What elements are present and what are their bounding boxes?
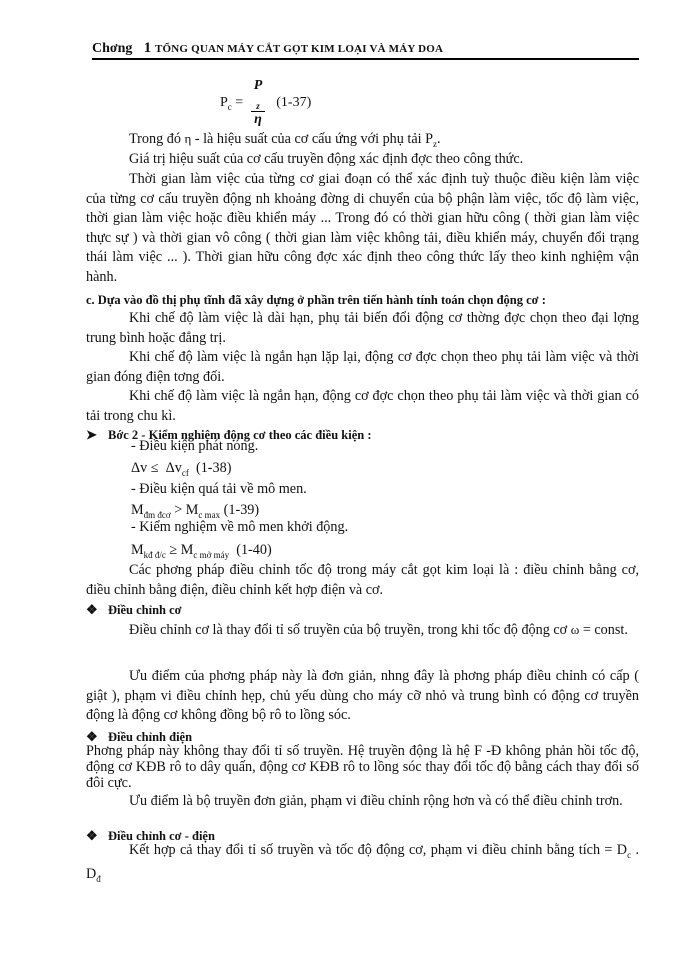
paragraph-mechanical-pros: Ưu điểm của phơng pháp này là đơn giản, nhng đây là phơng pháp điều chỉnh có cấp ( giật ), phạm vi điều chỉnh hẹp, chủ yếu dùng cho máy cỡ nhỏ và trung bình có động cơ truyền động là động cơ không đồng bộ rô to lồng sóc. (86, 668, 639, 723)
fraction: P $_z$ η (251, 78, 266, 128)
formula-1-37: $P_c$ = P $_z$ η (1-37) (220, 78, 312, 127)
paragraph-long-duty: Khi chế độ làm việc là dài hạn, phụ tải biến đổi động cơ thờng đợc chọn theo đại lợng trung bình hoặc đẳng trị. (86, 310, 639, 346)
paragraph-electromechanical: Kết hợp cả thay đổi tỉ số truyền và tốc độ động cơ, phạm vi điều chỉnh bằng tích = $D_c$ . $D_đ$ (86, 842, 639, 885)
chapter-header (92, 40, 652, 57)
equation-1-40: $M_{kđ đ/c} \ge M_{c mở máy}$ (1-40) (131, 542, 272, 560)
arrow-bullet-icon: ➤ (86, 427, 97, 442)
heading-c: c. Dựa vào đồ thị phụ tĩnh đã xây dựng ở phần trên tiến hành tính toán chọn động cơ : (86, 293, 546, 307)
header-rule (92, 58, 639, 60)
section-mechanical: ❖ Điều chỉnh cơ (86, 600, 639, 621)
step-2-heading: ➤ Bớc 2 - Kiểm nghiệm động cơ theo các điều kiện : (86, 425, 639, 446)
paragraph-efficiency-value: Giá trị hiệu suất của cơ cấu truyền động xác định đợc theo công thức. (129, 151, 524, 167)
diamond-bullet-icon: ❖ (86, 729, 98, 744)
condition-heating: - Điều kiện phát nóng. (131, 438, 259, 454)
equation-1-39: $M_{đm đcơ} > M_{c max}$ (1-39) (131, 502, 260, 520)
paragraph-intermittent-duty: Khi chế độ làm việc là ngắn hạn lặp lại, động cơ đợc chọn theo phụ tải làm việc và thời gian đóng điện tơng đối. (86, 349, 639, 385)
equation-1-38: $\Delta v \le \Delta v_{cf}$ (1-38) (131, 460, 232, 478)
diamond-bullet-icon: ❖ (86, 828, 98, 843)
chapter-word: Chơng (92, 41, 133, 56)
section-electrical: ❖ Điều chỉnh điện (86, 727, 639, 748)
diamond-bullet-icon: ❖ (86, 602, 98, 617)
equation-label: (1-37) (276, 95, 312, 111)
chapter-number: 1 (143, 40, 152, 56)
paragraph-electrical: Phơng pháp này không thay đổi tỉ số truyền. Hệ truyền động là hệ F -Đ không phản hồi tốc độ, động cơ KĐB rô to dây quấn, động cơ KĐB rô to lồng sóc thay đổi tốc độ bằng cách thay đổi số đôi cực. (86, 743, 639, 791)
paragraph-efficiency: Trong đó η - là hiệu suất của cơ cấu ứng với phụ tải $P_z$. (129, 131, 441, 149)
paragraph-electrical-pros: Ưu điểm là bộ truyền đơn giản, phạm vi điều chỉnh rộng hơn và có thể điều chỉnh trơn. (129, 793, 623, 809)
paragraph-mechanical: Điều chỉnh cơ là thay đổi tỉ số truyền của bộ truyền, trong khi tốc độ động cơ ω = const. (129, 622, 628, 638)
chapter-title: TỔNG QUAN MÁY CẮT GỌT KIM LOẠI VÀ MÁY DOA (154, 43, 444, 55)
section-electromechanical: ❖ Điều chỉnh cơ - điện (86, 826, 639, 847)
condition-starting-torque: - Kiểm nghiệm về mô men khởi động. (131, 519, 349, 535)
condition-overload: - Điều kiện quá tải về mô men. (131, 481, 307, 497)
paragraph-working-time: Thời gian làm việc của từng cơ giai đoạn có thể xác định tuỳ thuộc điều kiện làm việc của từng cơ cấu truyền động nh khoảng đờng di chuyển của bộ phận làm việc, tốc độ làm việc, thời gian làm việc hoặc điều khiển máy ... Trong đó có thời gian hữu công ( thời gian làm việc thực sự ) và thời gian vô công ( thời gian làm việc không tải, điều khiển máy, chuyển đổi trạng thái làm việc ... ). Thời gian hữu công đợc xác định theo công thức lấy theo kinh nghiệm vận hành. (86, 171, 639, 285)
paragraph-short-duty: Khi chế độ làm việc là ngắn hạn, động cơ đợc chọn theo phụ tải làm việc và thời gian có tải trong chu kì. (86, 388, 639, 424)
paragraph-speed-methods: Các phơng pháp điều chỉnh tốc độ trong máy cắt gọt kim loại là : điều chỉnh bằng cơ, điều chỉnh bằng điện, điều chỉnh kết hợp điện và cơ. (86, 562, 639, 598)
